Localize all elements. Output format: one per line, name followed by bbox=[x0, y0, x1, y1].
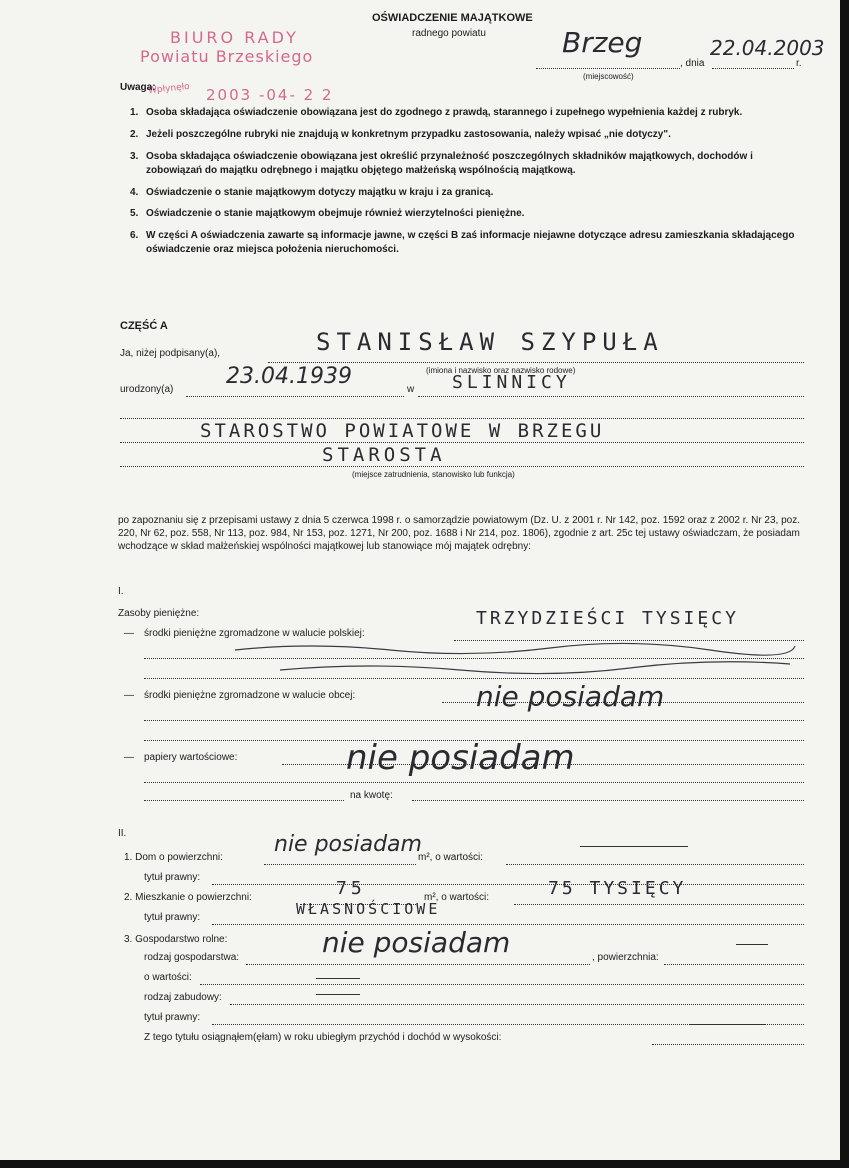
pln-label: środki pieniężne zgromadzone w walucie polskiej: bbox=[144, 628, 365, 639]
place-caption: (miejscowość) bbox=[583, 72, 634, 81]
born-label: urodzony(a) bbox=[120, 384, 174, 395]
farm-type-line bbox=[246, 964, 590, 965]
birth-date-line bbox=[186, 396, 404, 397]
foreign-label: środki pieniężne zgromadzone w walucie obcej: bbox=[144, 690, 356, 701]
house-m2-label: m², o wartości: bbox=[418, 852, 484, 863]
securities-line-2 bbox=[144, 782, 804, 783]
house-label: 1. Dom o powierzchni: bbox=[124, 852, 223, 863]
flat-title-line bbox=[212, 924, 804, 925]
date-value: 22.04.2003 bbox=[710, 36, 825, 60]
foreign-bullet: — bbox=[124, 690, 134, 701]
foreign-value: nie posiadam bbox=[476, 680, 665, 713]
note-item: 3. Osoba składająca oświadczenie obowiązana jest określić przynależność poszczególnych składników majątkowych, dochodów i zobowiązań do majątku odrębnego i majątku objętego małżeńską wspólnością majątkową. bbox=[130, 151, 753, 176]
page-subtitle: radnego powiatu bbox=[412, 28, 486, 39]
farm-worth-dash bbox=[316, 978, 360, 979]
position-value: STAROSTA bbox=[322, 444, 446, 466]
section-1-numeral: I. bbox=[118, 586, 124, 597]
flat-title-value: WŁASNOŚCIOWE bbox=[296, 900, 441, 918]
notes-heading: Uwaga: bbox=[120, 82, 156, 93]
employer-line-1 bbox=[120, 418, 804, 419]
name-caption: (imiona i nazwisko oraz nazwisko rodowe) bbox=[426, 366, 576, 375]
securities-value: nie posiadam bbox=[346, 738, 575, 778]
note-item: 2. Jeżeli poszczególne rubryki nie znajdują w konkretnym przypadku zastosowania, należy wpisać „nie dotyczy". bbox=[130, 129, 671, 140]
flat-title-label: tytuł prawny: bbox=[144, 912, 201, 923]
in-label: w bbox=[407, 384, 415, 395]
pln-bullet: — bbox=[124, 628, 134, 639]
income-label: Z tego tytułu osiągnąłem(ęłam) w roku ubiegłym przychód i dochód w wysokości: bbox=[144, 1032, 502, 1043]
farm-buildings-line bbox=[230, 1004, 804, 1005]
declaration-text: po zapoznaniu się z przepisami ustawy z dnia 5 czerwca 1998 r. o samorządzie powiatowym (Dz. U. z 2001 r. Nr 142, poz. 1592 oraz z 2002 r. Nr 23, poz. 220, Nr 62, poz. 558, Nr 113, poz. 984, Nr 153, poz. 1271, Nr 200, poz. 1688 i Nr 214, poz. 1806), zgodnie z art. 25c tej ustawy oświadczam, że posiadam wchodzące w skład małżeńskiej wspólności majątkowej lub stanowiące mój majątek odrębny: bbox=[118, 515, 801, 552]
section-2-numeral: II. bbox=[118, 828, 127, 839]
strike-scribble bbox=[230, 640, 800, 680]
employment-caption: (miejsce zatrudnienia, stanowisko lub funkcja) bbox=[352, 470, 515, 479]
securities-bullet: — bbox=[124, 752, 134, 763]
amount-label: na kwotę: bbox=[350, 790, 393, 801]
page-title: OŚWIADCZENIE MAJĄTKOWE bbox=[372, 12, 533, 24]
income-line bbox=[652, 1044, 804, 1045]
notes-list bbox=[130, 106, 806, 257]
farm-worth-label: o wartości: bbox=[144, 972, 192, 983]
securities-label: papiery wartościowe: bbox=[144, 752, 238, 763]
year-suffix: r. bbox=[796, 58, 802, 69]
place-line bbox=[536, 68, 680, 69]
flat-value: 75 TYSIĘCY bbox=[548, 878, 687, 899]
employer-value: STAROSTWO POWIATOWE W BRZEGU bbox=[200, 420, 605, 442]
flat-worth-line bbox=[514, 904, 804, 905]
farm-title-label: tytuł prawny: bbox=[144, 1012, 201, 1023]
farm-type-value: nie posiadam bbox=[322, 926, 511, 959]
farm-buildings-dash bbox=[316, 994, 360, 995]
stamp-line-2: Powiatu Brzeskiego bbox=[140, 47, 314, 66]
farm-area-dash bbox=[736, 944, 768, 945]
house-area-line bbox=[264, 864, 416, 865]
employer-line-2 bbox=[120, 442, 804, 443]
signed-label: Ja, niżej podpisany(a), bbox=[120, 348, 221, 359]
place-value: Brzeg bbox=[562, 26, 643, 59]
note-item: 5. Oświadczenie o stanie majątkowym obejmuje również wierzytelności pieniężne. bbox=[130, 208, 525, 219]
employer-line-3 bbox=[120, 466, 804, 467]
house-worth-line bbox=[506, 864, 804, 865]
pln-value: TRZYDZIEŚCI TYSIĘCY bbox=[476, 608, 739, 629]
note-item: 4. Oświadczenie o stanie majątkowym dotyczy majątku w kraju i za granicą. bbox=[130, 187, 494, 198]
house-title-line bbox=[212, 884, 804, 885]
stamp-received-label: Wpłynęło bbox=[147, 81, 191, 97]
amount-line-right bbox=[412, 800, 804, 801]
farm-area-label: , powierzchnia: bbox=[592, 952, 659, 963]
date-line bbox=[712, 68, 794, 69]
foreign-line-2 bbox=[144, 720, 804, 721]
amount-line-left bbox=[144, 800, 344, 801]
house-value: nie posiadam bbox=[274, 832, 422, 857]
income-dash bbox=[690, 1024, 766, 1025]
name-value: STANISŁAW SZYPUŁA bbox=[316, 328, 664, 356]
part-a-heading: CZĘŚĆ A bbox=[120, 320, 168, 332]
house-worth-dash bbox=[580, 846, 688, 847]
name-line bbox=[268, 362, 804, 363]
farm-area-line bbox=[664, 964, 804, 965]
stamp-line-1: BIURO RADY bbox=[170, 28, 299, 47]
birth-place: SLINNICY bbox=[452, 372, 571, 393]
section-1-heading: Zasoby pieniężne: bbox=[118, 608, 200, 619]
farm-buildings-label: rodzaj zabudowy: bbox=[144, 992, 222, 1003]
flat-area: 75 bbox=[336, 878, 366, 899]
farm-label: 3. Gospodarstwo rolne: bbox=[124, 934, 228, 945]
farm-worth-line bbox=[200, 984, 804, 985]
note-item: 1. Osoba składająca oświadczenie obowiązana jest do zgodnego z prawdą, starannego i zupełnego wypełnienia każdej z rubryk. bbox=[130, 107, 743, 118]
note-item: 6. W części A oświadczenia zawarte są informacje jawne, w części B zaś informacje niejawne dotyczące adresu zamieszkania składającego oświadczenie oraz miejsca położenia nieruchomości. bbox=[130, 230, 795, 255]
flat-m2-label: m², o wartości: bbox=[424, 892, 490, 903]
birth-date: 23.04.1939 bbox=[226, 364, 352, 389]
flat-label: 2. Mieszkanie o powierzchni: bbox=[124, 892, 252, 903]
farm-type-label: rodzaj gospodarstwa: bbox=[144, 952, 240, 963]
office-stamp bbox=[140, 28, 380, 66]
day-label: , dnia bbox=[680, 58, 705, 69]
stamp-date: 2003 -04- 2 2 bbox=[206, 86, 334, 104]
house-title-label: tytuł prawny: bbox=[144, 872, 201, 883]
birth-place-line bbox=[418, 396, 804, 397]
